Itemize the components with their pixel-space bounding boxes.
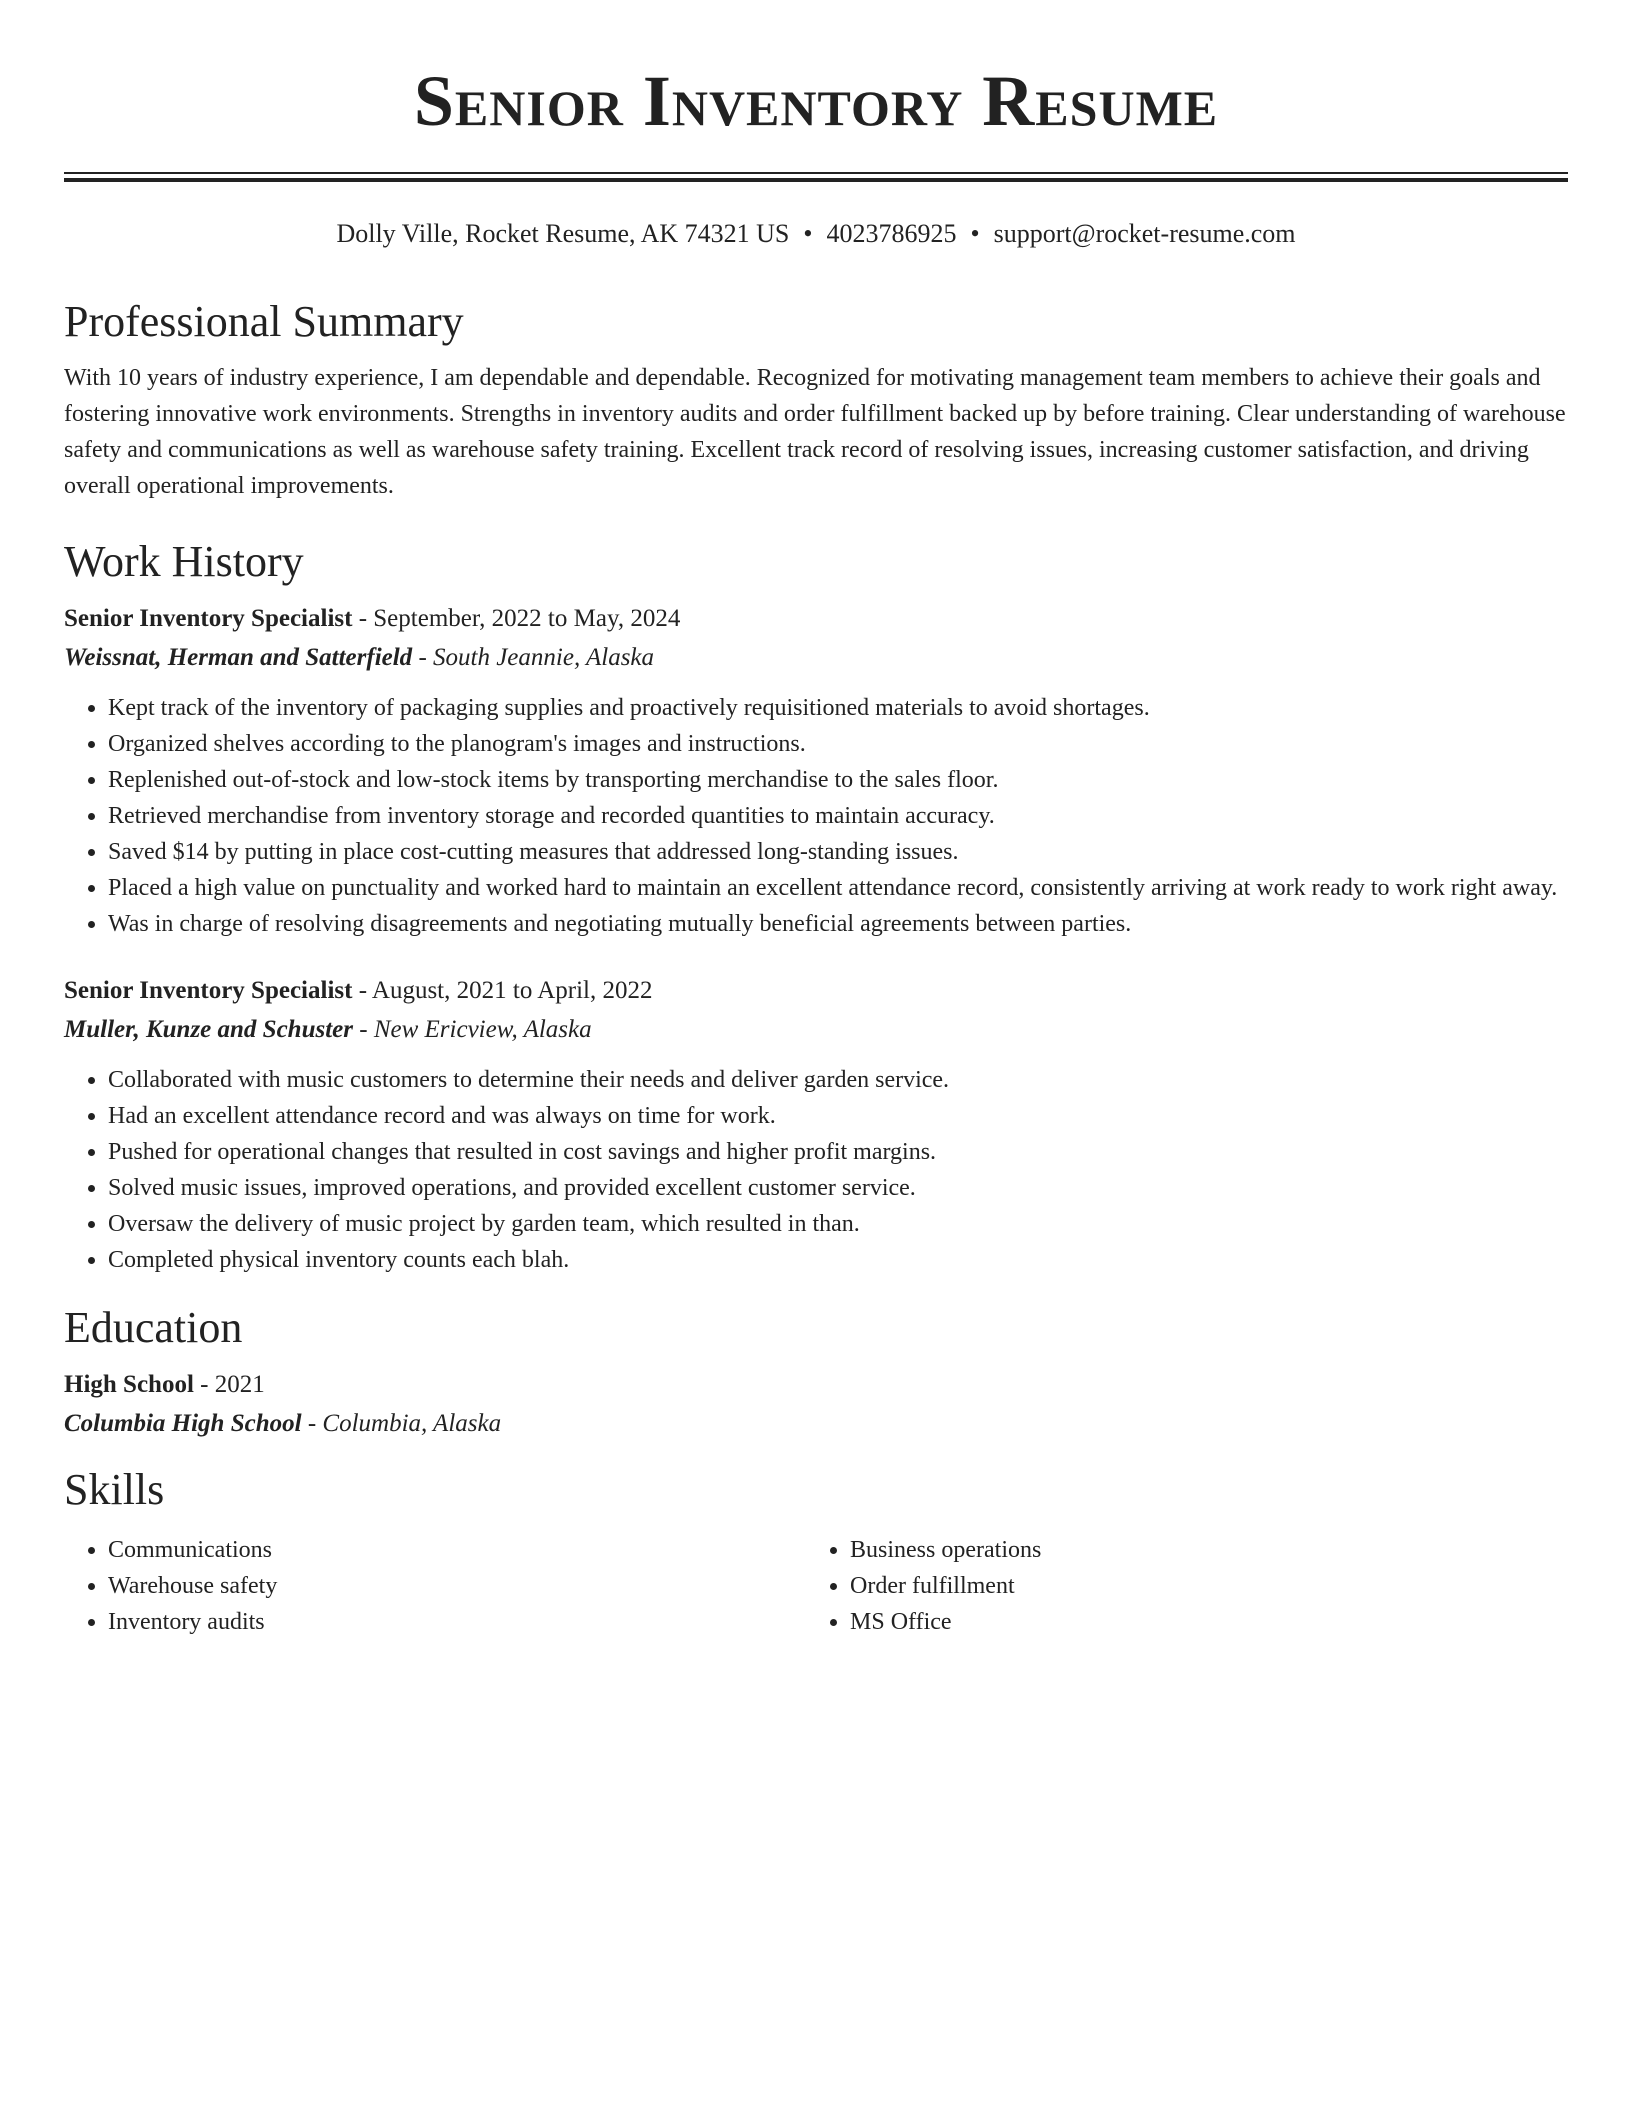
job-company: Weissnat, Herman and Satterfield: [64, 644, 413, 671]
job-entry: [64, 600, 1568, 942]
contact-separator: •: [803, 219, 813, 248]
job-dates: - September, 2022 to May, 2024: [352, 605, 681, 632]
resume-title: Senior Inventory Resume: [413, 61, 1219, 141]
skill-item: • Business operations: [850, 1532, 1548, 1568]
job-bullets: [64, 1062, 1568, 1278]
job-header: [64, 972, 1568, 1010]
list-item: • Oversaw the delivery of music project by garden team, which resulted in than.: [108, 1206, 1568, 1242]
job-entry: [64, 972, 1568, 1278]
job-dates: - August, 2021 to April, 2022: [352, 977, 653, 1004]
education-header: [64, 1366, 1568, 1404]
skill-item: • Inventory audits: [108, 1604, 806, 1640]
list-item: • Placed a high value on punctuality and worked hard to maintain an excellent attendance record, consistently arriving at work ready to work right away.: [108, 870, 1568, 906]
skill-item: • MS Office: [850, 1604, 1548, 1640]
education-location: - Columbia, Alaska: [301, 1410, 502, 1437]
contact-email: support@rocket-resume.com: [993, 219, 1296, 248]
job-role: Senior Inventory Specialist: [64, 977, 353, 1004]
job-company: Muller, Kunze and Schuster: [64, 1016, 353, 1043]
skill-item: • Warehouse safety: [108, 1568, 806, 1604]
list-item: • Pushed for operational changes that resulted in cost savings and higher profit margins.: [108, 1134, 1568, 1170]
list-item: • Saved $14 by putting in place cost-cutting measures that addressed long-standing issues.: [108, 834, 1568, 870]
list-item: • Collaborated with music customers to determine their needs and deliver garden service.: [108, 1062, 1568, 1098]
job-header: [64, 600, 1568, 638]
section-title-skills: Skills: [64, 1465, 165, 1514]
skills-column-left: [64, 1532, 806, 1640]
list-item: • Retrieved merchandise from inventory storage and recorded quantities to maintain accuracy.: [108, 798, 1568, 834]
list-item: • Completed physical inventory counts each blah.: [108, 1242, 1568, 1278]
education-entry: [64, 1366, 1568, 1444]
list-item: • Replenished out-of-stock and low-stock items by transporting merchandise to the sales floor.: [108, 762, 1568, 798]
skills-column-right: [806, 1532, 1548, 1640]
job-company-line: [64, 638, 1568, 678]
list-item: • Was in charge of resolving disagreements and negotiating mutually beneficial agreements between parties.: [108, 906, 1568, 942]
job-location: - South Jeannie, Alaska: [412, 644, 655, 671]
section-title-work-history: Work History: [64, 537, 304, 586]
list-item: • Had an excellent attendance record and was always on time for work.: [108, 1098, 1568, 1134]
section-title-education: Education: [64, 1303, 243, 1352]
list-item: • Solved music issues, improved operations, and provided excellent customer service.: [108, 1170, 1568, 1206]
skill-item: • Order fulfillment: [850, 1568, 1548, 1604]
education-year: - 2021: [193, 1371, 265, 1398]
title-divider: [64, 172, 1568, 182]
skills-list-left: [64, 1532, 806, 1640]
job-bullets: [64, 690, 1568, 942]
skill-item: • Communications: [108, 1532, 806, 1568]
list-item: • Kept track of the inventory of packaging supplies and proactively requisitioned materials to avoid shortages.: [108, 690, 1568, 726]
skills-grid: [64, 1532, 1568, 1640]
job-role: Senior Inventory Specialist: [64, 605, 353, 632]
contact-separator: •: [970, 219, 980, 248]
summary-text: With 10 years of industry experience, I am dependable and dependable. Recognized for motivating management team members to achieve their goals and fostering innovative work environments. Strengths in inventory audits and order fulfillment backed up by before training. Clear understanding of warehouse safety and communications as well as warehouse safety training. Excellent track record of resolving issues, increasing customer satisfaction, and driving overall operational improvements.: [64, 365, 1566, 499]
education-school-line: [64, 1404, 1568, 1444]
skills-list-right: [806, 1532, 1548, 1640]
contact-line: [64, 216, 1568, 252]
education-degree: High School: [64, 1371, 194, 1398]
contact-address: Dolly Ville, Rocket Resume, AK 74321 US: [336, 219, 790, 248]
section-title-summary: Professional Summary: [64, 297, 464, 346]
contact-phone: 4023786925: [826, 219, 957, 248]
education-school: Columbia High School: [64, 1410, 302, 1437]
job-location: - New Ericview, Alaska: [353, 1016, 592, 1043]
list-item: • Organized shelves according to the planogram's images and instructions.: [108, 726, 1568, 762]
job-company-line: [64, 1010, 1568, 1050]
